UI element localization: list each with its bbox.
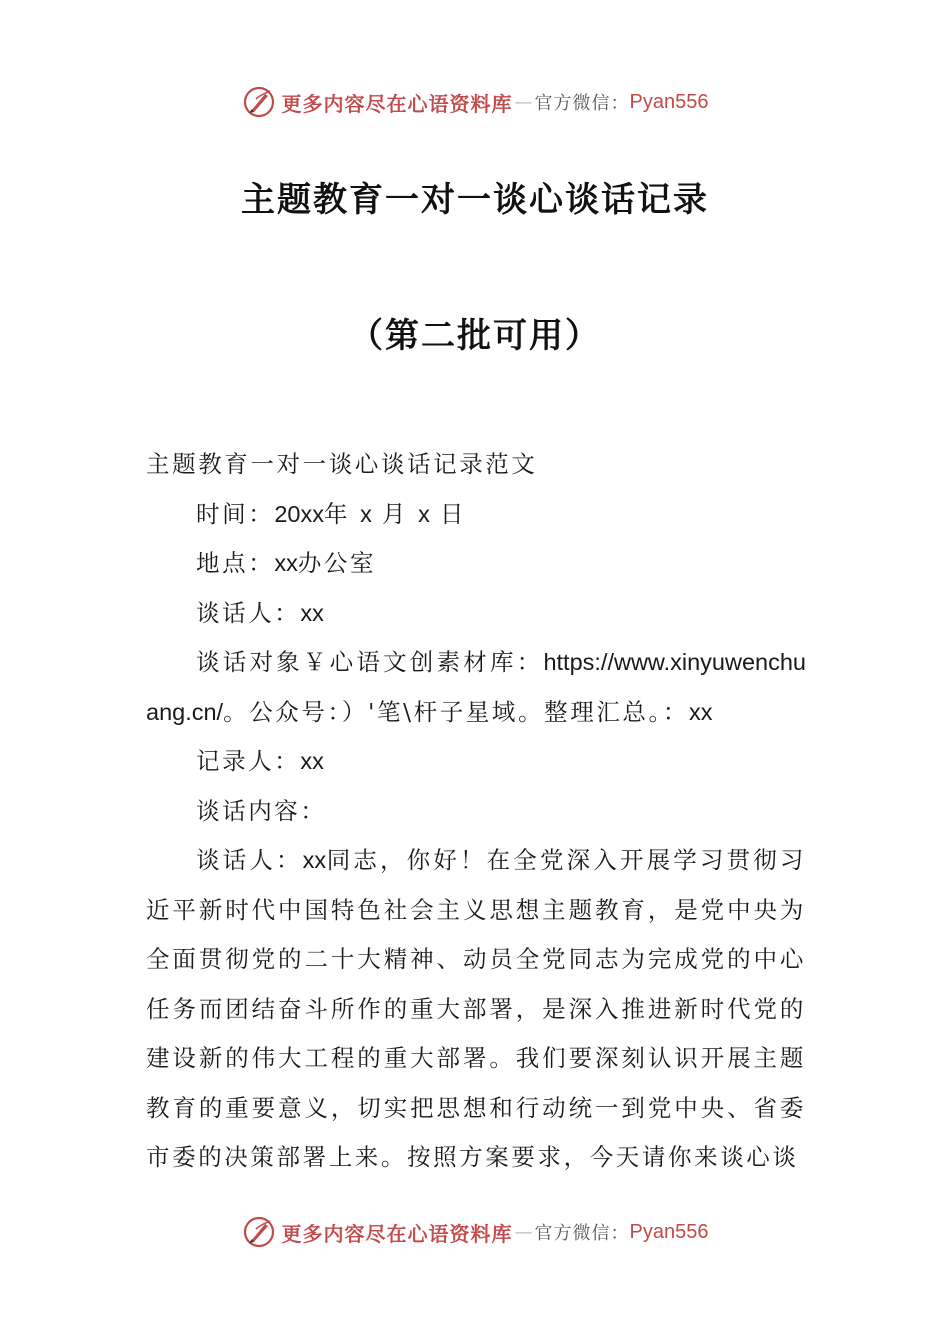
content-label-line: 谈话内容： [196,796,327,825]
place-line [146,539,806,589]
speech-value: xx [302,847,327,873]
document-body [146,440,806,1183]
subject-value: xx [688,698,713,725]
banner-wechat-id: Pyan556 [629,1220,709,1243]
subject-rest: 。公众号：）'笔\杆子星域。整理汇总。： [223,697,689,726]
place-label: 地点： [196,549,275,577]
place-name: 办公室 [297,549,377,577]
banner-wechat-label: 官方微信： [534,93,630,114]
recorder-value: xx [300,748,324,774]
time-day-unit: 日 [439,499,467,528]
quill-pen-logo-icon [242,1215,276,1249]
subject-url: https://www.xinyuwenchuang.cn/ [146,649,806,725]
place-value: xx [274,550,298,576]
subject-line [146,638,806,737]
quill-pen-logo-icon [242,85,276,119]
banner-dash: — [514,91,533,113]
speech-paragraph [146,836,806,1183]
banner-wechat-label: 官方微信： [534,1223,630,1244]
speech-label: 谈话人： [196,846,303,874]
document-title: 主题教育一对一谈心谈话记录 [241,180,709,220]
time-label: 时间： [196,499,275,528]
talker-line [146,589,806,639]
time-year-unit: 年 [323,499,351,528]
time-year-value: 20xx [274,500,324,527]
time-line [146,490,806,540]
talker-label: 谈话人： [196,598,301,627]
banner-dash: — [514,1221,533,1243]
recorder-label: 记录人： [196,747,301,775]
footer-banner [0,1210,950,1254]
time-day-value: x [418,500,430,527]
talker-value: xx [300,599,324,626]
banner-slogan: 更多内容尽在心语资料库 [281,91,513,116]
recorder-line [146,737,806,787]
document-subtitle: （第二批可用） [349,316,601,356]
header-banner [0,80,950,124]
banner-wechat-id: Pyan556 [629,90,709,113]
heading-line: 主题教育一对一谈心谈话记录范文 [146,450,538,478]
time-month-value: x [360,500,372,527]
subject-label: 谈话对象￥心语文创素材库： [196,648,544,676]
time-month-unit: 月 [381,499,409,528]
banner-slogan: 更多内容尽在心语资料库 [281,1221,513,1246]
speech-text: 同志，你好！在全党深入开展学习贯彻习近平新时代中国特色社会主义思想主题教育，是党中央为全面贯彻党的二十大精神、动员全党同志为完成党的中心任务而团结奋斗所作的重大部署，是深入推进新时代党的建设新的伟大工程的重大部署。我们要深刻认识开展主题教育的重要意义，切实把思想和行动统一到党中央、省委市委的决策部署上来。按照方案要求，今天请你来谈心谈 [146,846,806,1171]
